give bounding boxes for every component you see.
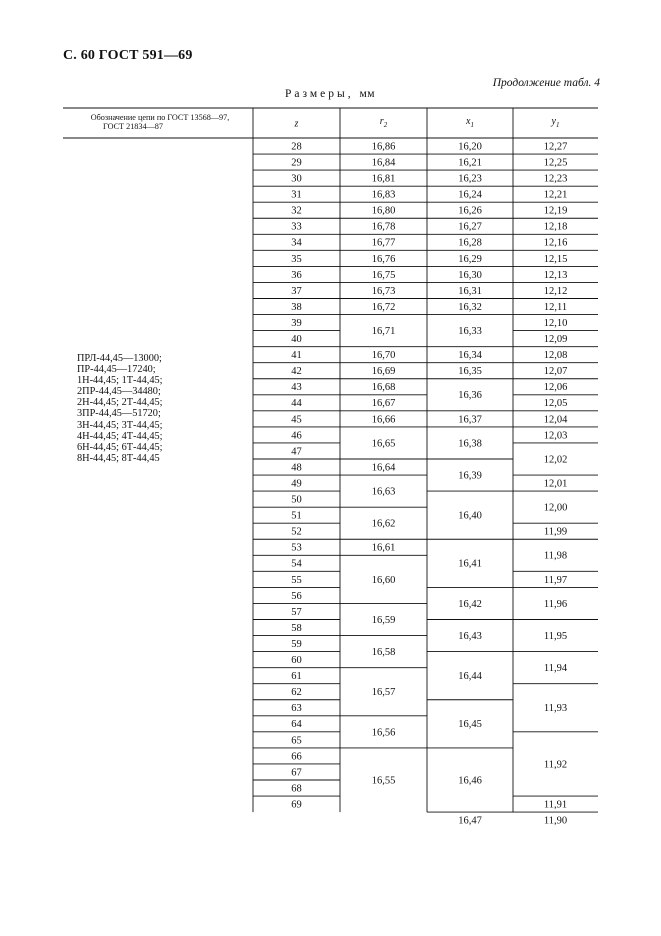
z-value: 40 — [291, 334, 302, 346]
y1-value: 11,94 — [543, 663, 568, 675]
z-value: 62 — [291, 687, 302, 699]
y1-value: 11,98 — [543, 550, 568, 562]
x1-value: 16,41 — [458, 558, 482, 570]
r2-value: 16,56 — [371, 727, 396, 739]
z-value: 42 — [291, 366, 302, 378]
z-value: 54 — [291, 558, 302, 570]
continuation-note: Продолжение табл. 4 — [492, 77, 600, 89]
sizes-caption-text: Размеры, — [285, 88, 354, 100]
x1-value: 16,27 — [458, 221, 482, 233]
r2-value: 16,77 — [371, 237, 396, 249]
x1-value: 16,46 — [458, 775, 482, 787]
r2-value: 16,68 — [371, 382, 396, 394]
y1-value: 11,95 — [543, 630, 568, 642]
r2-value: 16,75 — [371, 269, 396, 281]
z-value: 60 — [291, 655, 302, 667]
chain-designation-line: 3ПР-44,45—51720; — [77, 408, 161, 420]
z-value: 58 — [291, 622, 302, 634]
z-value: 66 — [291, 751, 302, 763]
x1-value: 16,32 — [458, 301, 482, 313]
sizes-unit: мм — [359, 88, 376, 100]
x1-value: 16,28 — [458, 237, 482, 249]
y1-value: 11,90 — [543, 815, 568, 827]
y1-value: 11,96 — [543, 598, 568, 610]
y1-value: 12,23 — [543, 173, 568, 185]
y1-value: 12,04 — [543, 414, 568, 426]
r2-value: 16,66 — [371, 414, 396, 426]
r2-value: 16,86 — [371, 141, 396, 153]
r2-value: 16,57 — [371, 687, 396, 699]
r2-value: 16,83 — [371, 189, 396, 201]
x1-value: 16,30 — [458, 269, 482, 281]
header-z: z — [294, 118, 299, 130]
r2-value: 16,72 — [371, 301, 396, 313]
z-value: 45 — [291, 414, 302, 426]
x1-value: 16,31 — [458, 285, 482, 297]
y1-value: 12,00 — [543, 502, 568, 514]
r2-value: 16,59 — [371, 614, 396, 626]
x1-value: 16,20 — [458, 141, 482, 153]
y1-value: 12,01 — [543, 478, 568, 490]
r2-value: 16,65 — [371, 438, 396, 450]
z-value: 46 — [291, 430, 302, 442]
y1-value: 12,25 — [543, 157, 568, 169]
z-value: 48 — [291, 462, 302, 474]
x1-value: 16,40 — [458, 510, 482, 522]
y1-value: 11,93 — [543, 703, 568, 715]
r2-value: 16,67 — [371, 398, 396, 410]
z-value: 38 — [291, 301, 302, 313]
x1-value: 16,34 — [458, 350, 482, 362]
r2-value: 16,84 — [371, 157, 396, 169]
y1-value: 12,12 — [543, 285, 568, 297]
r2-value: 16,62 — [371, 518, 396, 530]
z-value: 59 — [291, 638, 302, 650]
chain-designation-line: 3Н-44,45; 3Т-44,45; — [77, 419, 163, 431]
r2-value: 16,78 — [371, 221, 396, 233]
r2-value: 16,76 — [371, 253, 396, 265]
r2-value: 16,60 — [371, 574, 396, 586]
chain-designations — [77, 353, 163, 464]
r2-value: 16,73 — [371, 285, 396, 297]
x1-value: 16,24 — [458, 189, 482, 201]
z-value: 49 — [291, 478, 302, 490]
y1-value: 12,05 — [543, 398, 568, 410]
y1-value: 12,09 — [543, 334, 568, 346]
r2-value: 16,61 — [371, 542, 396, 554]
x1-value: 16,36 — [458, 390, 482, 402]
x1-value: 16,37 — [458, 414, 482, 426]
z-value: 32 — [291, 205, 302, 217]
page-header: С. 60 ГОСТ 591—69 — [63, 48, 193, 63]
r2-value: 16,70 — [371, 350, 396, 362]
r2-value: 16,58 — [371, 647, 396, 659]
chain-designation-line: ПРЛ-44,45—13000; — [77, 353, 162, 364]
y1-value: 12,06 — [543, 382, 568, 394]
z-value: 57 — [291, 606, 302, 618]
r2-value: 16,71 — [371, 326, 396, 338]
z-value: 56 — [291, 590, 302, 602]
chain-designation-line: 1Н-44,45; 1Т-44,45; — [77, 375, 163, 387]
z-value: 65 — [291, 735, 302, 747]
x1-value: 16,43 — [458, 630, 482, 642]
y1-value: 12,13 — [543, 269, 568, 281]
x1-value: 16,21 — [458, 157, 482, 169]
y1-value: 12,21 — [543, 189, 568, 201]
z-value: 37 — [291, 285, 302, 297]
y1-value: 12,27 — [543, 141, 568, 153]
r2-value: 16,55 — [371, 775, 396, 787]
z-value: 31 — [291, 189, 302, 201]
x1-value: 16,42 — [458, 598, 482, 610]
y1-value: 12,15 — [543, 253, 568, 265]
x1-value: 16,33 — [458, 326, 482, 338]
z-value: 69 — [291, 799, 302, 811]
header-designation-line1: Обозначение цепи по ГОСТ 13568—97, — [90, 112, 230, 122]
chain-designation-line: 4Н-44,45; 4Т-44,45; — [77, 430, 163, 442]
z-value: 33 — [291, 221, 302, 233]
z-value: 43 — [291, 382, 302, 394]
r2-value: 16,69 — [371, 366, 396, 378]
z-value: 63 — [291, 703, 302, 715]
z-value: 41 — [291, 350, 302, 362]
z-value: 55 — [291, 574, 302, 586]
z-value: 36 — [291, 269, 302, 281]
z-value: 35 — [291, 253, 302, 265]
chain-designation-line: 2ПР-44,45—34480; — [77, 386, 161, 398]
z-value: 51 — [291, 510, 302, 522]
x1-value: 16,29 — [458, 253, 482, 265]
header-y1: $y_1$ — [551, 116, 560, 129]
r2-value: 16,80 — [371, 205, 396, 217]
chain-designation-line: 2Н-44,45; 2Т-44,45; — [77, 397, 163, 409]
z-value: 47 — [291, 446, 302, 458]
r2-value: 16,63 — [371, 486, 396, 498]
z-value: 30 — [291, 173, 302, 185]
y1-value: 12,07 — [543, 366, 568, 378]
x1-value: 16,26 — [458, 205, 482, 217]
x1-value: 16,45 — [458, 719, 482, 731]
y1-value: 12,10 — [543, 317, 568, 329]
x1-value: 16,35 — [458, 366, 482, 378]
z-value: 44 — [291, 398, 302, 410]
z-value: 52 — [291, 526, 302, 538]
header-x1: $x_1$ — [466, 116, 474, 129]
chain-designation-line: ПР-44,45—17240; — [77, 364, 156, 376]
z-value: 34 — [291, 237, 302, 249]
z-value: 61 — [291, 671, 302, 683]
r2-value: 16,64 — [371, 462, 396, 474]
z-value: 50 — [291, 494, 302, 506]
y1-value: 12,11 — [543, 301, 568, 313]
y1-value: 12,08 — [543, 350, 568, 362]
z-value: 68 — [291, 783, 302, 795]
y1-value: 12,18 — [543, 221, 568, 233]
z-value: 39 — [291, 317, 302, 329]
y1-value: 11,99 — [543, 526, 568, 538]
x1-value: 16,39 — [458, 470, 482, 482]
y1-value: 12,16 — [543, 237, 568, 249]
y1-value: 12,19 — [543, 205, 568, 217]
x1-value: 16,44 — [458, 671, 482, 683]
r2-value: 16,81 — [371, 173, 396, 185]
y1-value: 11,97 — [543, 574, 568, 586]
y1-value: 12,03 — [543, 430, 568, 442]
z-value: 53 — [291, 542, 302, 554]
x1-value: 16,38 — [458, 438, 482, 450]
y1-value: 11,92 — [543, 759, 568, 771]
x1-value: 16,23 — [458, 173, 482, 185]
header-r2: $r_2$ — [379, 116, 388, 129]
y1-value: 11,91 — [543, 799, 568, 811]
z-value: 64 — [291, 719, 302, 731]
z-value: 67 — [291, 767, 302, 779]
chain-designation-line: 8Н-44,45; 8Т-44,45 — [77, 452, 160, 464]
x1-value: 16,47 — [458, 815, 482, 827]
header-designation-line2: ГОСТ 21834—87 — [103, 121, 163, 131]
y1-value: 12,02 — [543, 454, 568, 466]
z-value: 28 — [291, 141, 302, 153]
z-value: 29 — [291, 157, 302, 169]
chain-designation-line: 6Н-44,45; 6Т-44,45; — [77, 441, 163, 453]
